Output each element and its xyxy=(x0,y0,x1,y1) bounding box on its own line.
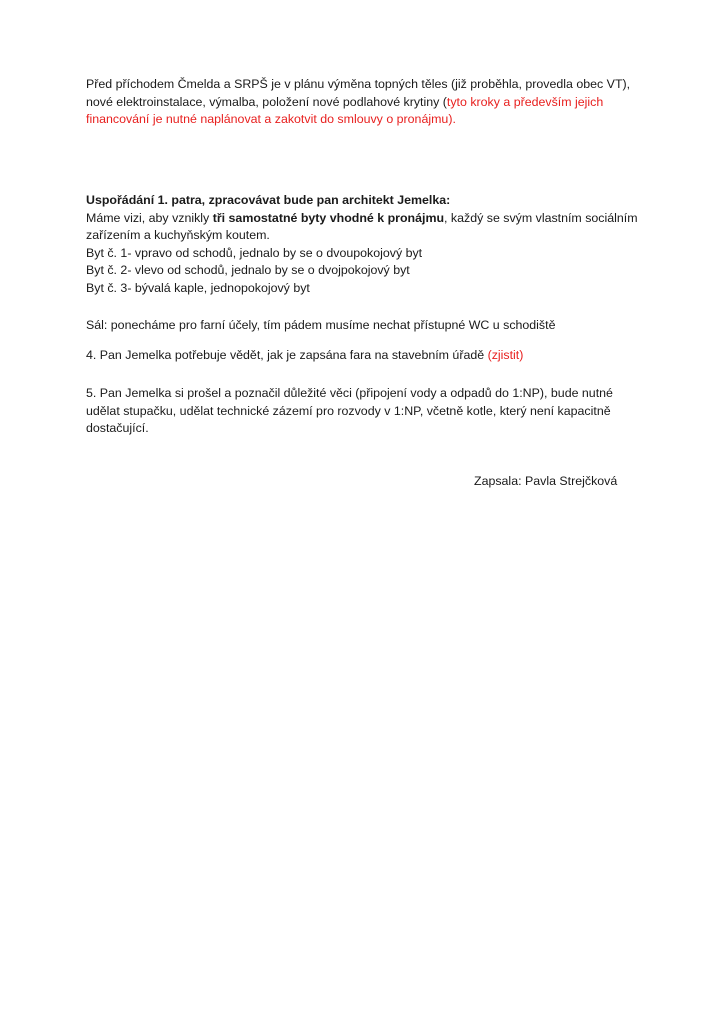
vision-line-2: zařízením a kuchyňským koutem. xyxy=(86,228,270,243)
signature-text: Zapsala: Pavla Strejčková xyxy=(474,474,618,488)
flat-item-2: Byt č. 2- vlevo od schodů, jednalo by se o dvojpokojový byt xyxy=(86,263,410,278)
vision-post: , každý se svým vlastním sociálním xyxy=(444,210,638,225)
section-heading: Uspořádání 1. patra, zpracovávat bude pan architekt Jemelka: xyxy=(86,193,451,207)
hall-text: Sál: ponecháme pro farní účely, tím pádem musíme nechat přístupné WC u schodiště xyxy=(86,318,556,332)
intro-line-3-end: ). xyxy=(448,112,456,127)
item-5-line-2: udělat stupačku, udělat technické zázemí pro rozvody v 1:NP, včetně kotle, který není kapacitně xyxy=(86,403,611,418)
item-4-paragraph xyxy=(86,347,646,365)
item-4-highlight: (zjistit) xyxy=(487,348,524,362)
item-5-line-1: 5. Pan Jemelka si prošel a poznačil důležité věci (připojení vody a odpadů do 1:NP), bude nutné xyxy=(86,386,613,400)
vision-line-1 xyxy=(86,210,646,228)
floor-layout-section xyxy=(86,192,646,298)
item-4-text: 4. Pan Jemelka potřebuje vědět, jak je zapsána fara na stavebním úřadě xyxy=(86,348,488,362)
intro-line-2-text: nové elektroinstalace, výmalba, položení nové podlahové krytiny ( xyxy=(86,94,447,109)
intro-line-3 xyxy=(86,111,646,129)
intro-highlight-2: financování je nutné naplánovat a zakotvit do smlouvy o pronájmu xyxy=(86,112,449,127)
vision-pre: Máme vizi, aby vznikly xyxy=(86,210,213,225)
intro-highlight-1: tyto kroky a především jejich xyxy=(446,94,604,109)
flat-item-3: Byt č. 3- bývalá kaple, jednopokojový byt xyxy=(86,280,310,295)
item-5-paragraph xyxy=(86,385,646,438)
hall-paragraph xyxy=(86,317,646,335)
vision-bold: tři samostatné byty vhodné k pronájmu xyxy=(212,210,445,225)
intro-line-1: Před příchodem Čmelda a SRPŠ je v plánu výměna topných těles (již proběhla, provedla obec VT), xyxy=(86,77,631,91)
flat-item-1: Byt č. 1- vpravo od schodů, jednalo by se o dvoupokojový byt xyxy=(86,245,423,260)
signature xyxy=(474,473,694,491)
intro-line-2 xyxy=(86,94,646,112)
item-4-line xyxy=(86,347,646,365)
intro-paragraph xyxy=(86,76,646,129)
item-5-line-3: dostačující. xyxy=(86,421,149,436)
